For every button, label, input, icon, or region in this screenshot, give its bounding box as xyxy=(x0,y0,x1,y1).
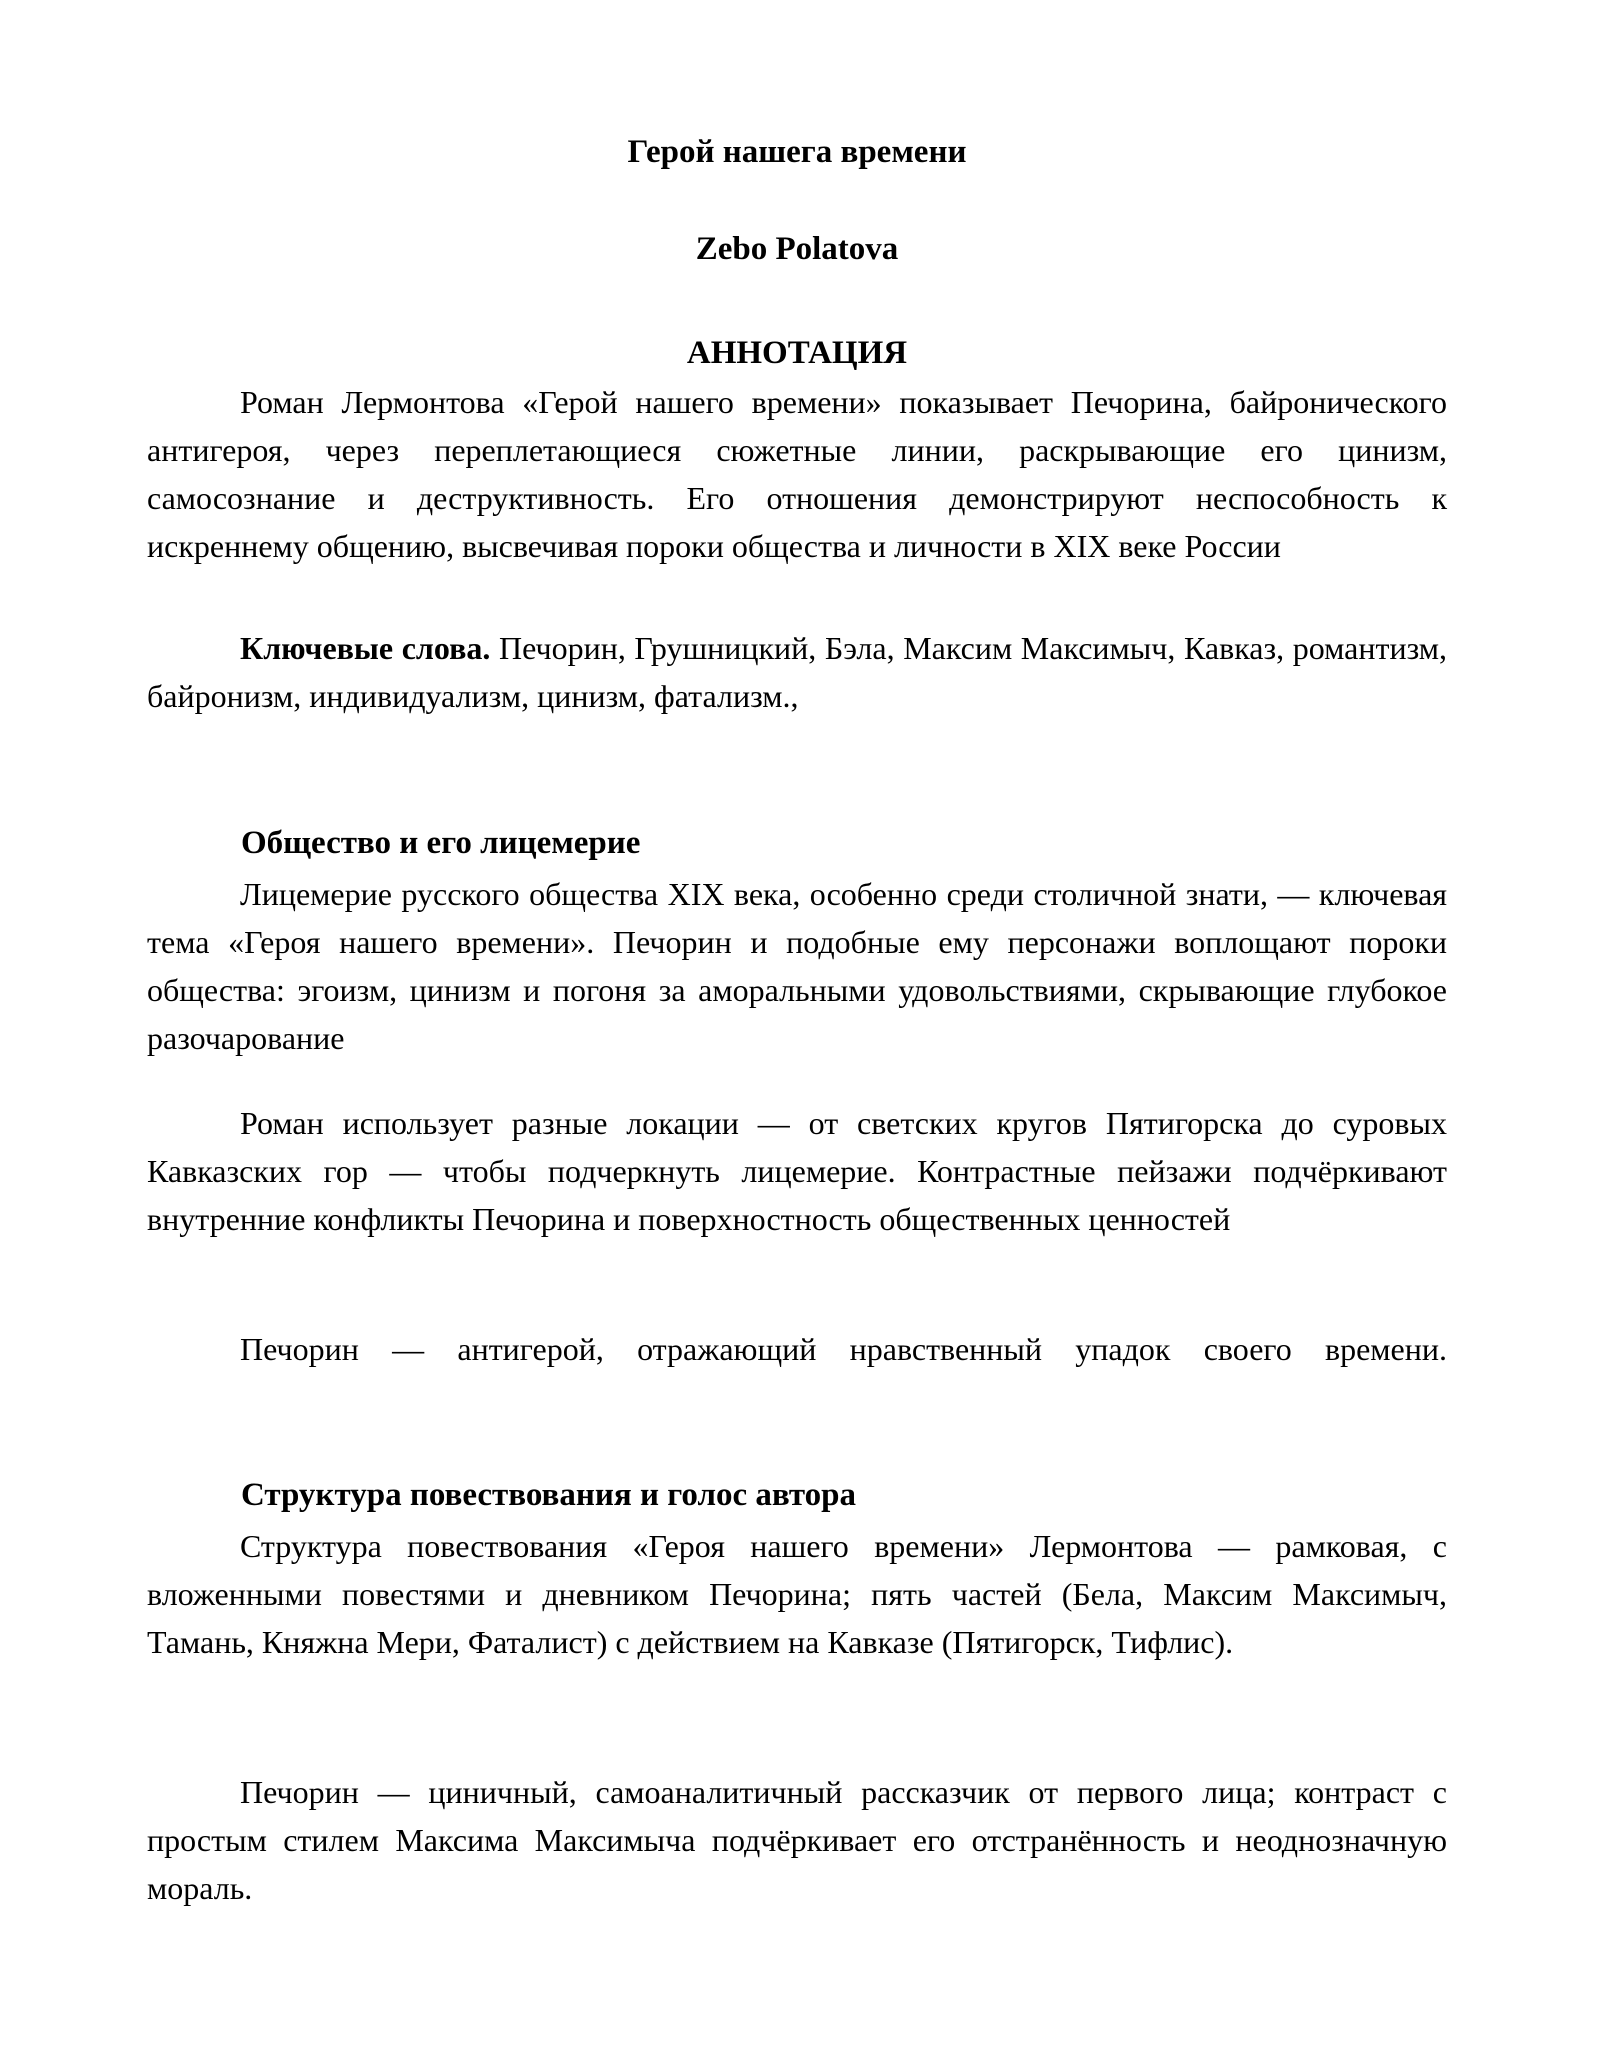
society-paragraph-3: Печорин — антигерой, отражающий нравственный упадок своего времени. xyxy=(240,1331,1447,1367)
annotation-paragraph: Роман Лермонтова «Герой нашего времени» показывает Печорина, байронического антигероя, через переплетающиеся сюжетные линии, раскрывающие его цинизм, самосознание и деструктивность. Его отношения демонстрируют неспособность к искреннему общению, высвечивая пороки общества и личности в XIX веке России xyxy=(147,384,1447,564)
structure-paragraph-2: Печорин — циничный, самоаналитичный рассказчик от первого лица; контраст с простым стилем Максима Максимыча подчёркивает его отстранённость и неоднозначную мораль. xyxy=(147,1774,1447,1906)
keywords-label: Ключевые слова. xyxy=(240,630,491,666)
society-paragraph-2: Роман использует разные локации — от светских кругов Пятигорска до суровых Кавказских гор — чтобы подчеркнуть лицемерие. Контрастные пейзажи подчёркивают внутренние конфликты Печорина и поверхностность общественных ценностей xyxy=(147,1105,1447,1237)
annotation-heading: АННОТАЦИЯ xyxy=(686,335,908,371)
author-name: Zebo Polatova xyxy=(695,231,899,267)
section-heading-society: Общество и его лицемерие xyxy=(241,825,641,861)
keywords-text: Печорин, Грушницкий, Бэла, Максим Максимыч, Кавказ, романтизм, байронизм, индивидуализм, цинизм, фатализм., xyxy=(147,630,1448,714)
keywords-paragraph xyxy=(147,624,1447,720)
society-paragraph-1: Лицемерие русского общества XIX века, особенно среди столичной знати, — ключевая тема «Героя нашего времени». Печорин и подобные ему персонажи воплощают пороки общества: эгоизм, цинизм и погоня за аморальными удовольствиями, скрывающие глубокое разочарование xyxy=(147,876,1447,1056)
section-heading-structure: Структура повествования и голос автора xyxy=(241,1477,856,1513)
structure-paragraph-1: Структура повествования «Героя нашего времени» Лермонтова — рамковая, с вложенными повестями и дневником Печорина; пять частей (Бела, Максим Максимыч, Тамань, Княжна Мери, Фаталист) с действием на Кавказе (Пятигорск, Тифлис). xyxy=(147,1528,1447,1660)
document-title: Герой нашега времени xyxy=(627,134,967,170)
